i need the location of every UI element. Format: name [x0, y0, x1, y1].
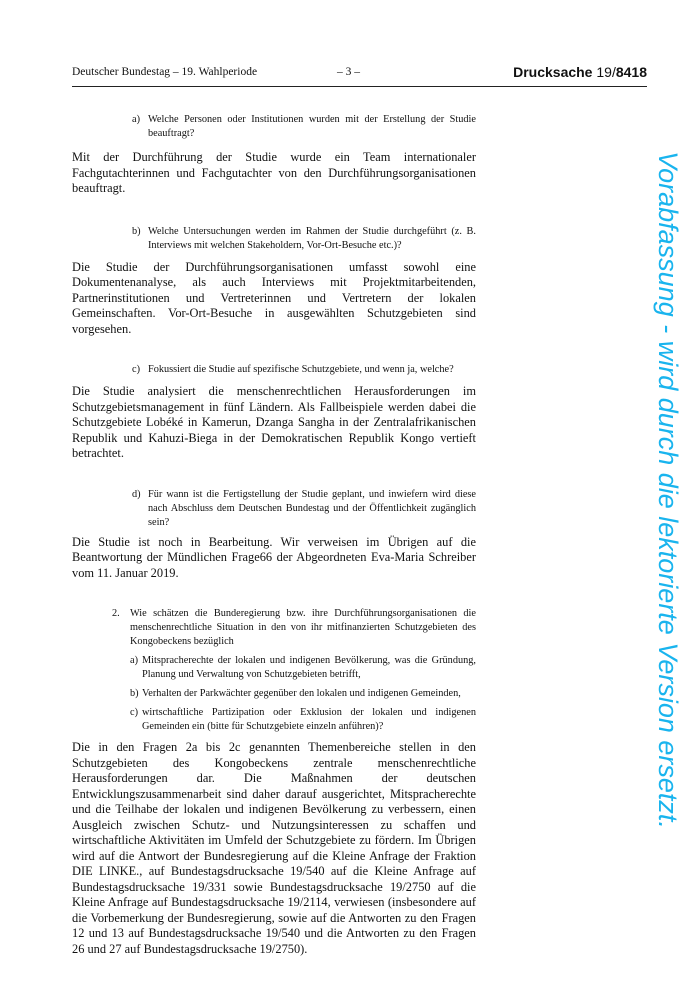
question-label: b)	[130, 688, 139, 699]
question-text: Für wann ist die Fertigstellung der Studie geplant, und inwiefern wird diese nach Abschluss dem Deutschen Bundestag und der Öffentlichkeit zugänglich sein?	[148, 488, 476, 528]
question-text: Verhalten der Parkwächter gegenüber den lokalen und indigenen Gemeinden,	[142, 688, 461, 699]
question-1b	[132, 225, 476, 253]
question-label: b)	[132, 225, 141, 237]
question-2b	[130, 687, 476, 701]
document-period: 19/	[596, 64, 616, 80]
question-label: a)	[132, 114, 140, 125]
answer-1d: Die Studie ist noch in Bearbeitung. Wir verweisen im Übrigen auf die Beantwortung der Mündlichen Frage66 der Abgeordneten Eva-Maria Schreiber vom 11. Januar 2019.	[72, 534, 476, 580]
question-1c	[132, 363, 476, 377]
answer-1c: Die Studie analysiert die menschenrechtlichen Herausforderungen im Schutzgebietsmanagement in fünf Ländern. Als Fallbeispiele werden dabei die Schutzgebiete Lobéké in Kamerun, Dzanga Sangha in der Zentralafrikanischen Republik und Kahuzi-Biega in der Demokratischen Republik Kongo vertieft betrachtet.	[72, 384, 476, 460]
question-2c	[130, 706, 476, 734]
document-number	[513, 64, 647, 80]
question-text: Welche Personen oder Institutionen wurden mit der Erstellung der Studie beauftragt?	[148, 114, 476, 139]
question-text: Fokussiert die Studie auf spezifische Schutzgebiete, und wenn ja, welche?	[148, 364, 454, 375]
question-label: 2.	[112, 608, 120, 619]
question-label: c)	[132, 364, 140, 375]
page-number: – 3 –	[337, 66, 360, 78]
question-label: d)	[132, 488, 141, 500]
header-parliament: Deutscher Bundestag – 19. Wahlperiode	[72, 66, 258, 78]
answer-1a: Mit der Durchführung der Studie wurde ein Team internationaler Fachgutachterinnen und Fachgutachter von den Durchführungsorganisationen beauftragt.	[72, 150, 476, 195]
question-2	[112, 607, 476, 649]
question-text: wirtschaftliche Partizipation oder Exklusion der lokalen und indigenen Gemeinden ein (bitte für Schutzgebiete einzeln anführen)?	[142, 707, 476, 732]
answer-1b: Die Studie der Durchführungsorganisationen umfasst sowohl eine Dokumentenanalyse, als auch Interviews mit Projektmitarbeitenden, Partnerinstitutionen und Vertreterinnen und Vertretern der lokalen Gemeinschaften. Vor-Ort-Besuche in ausgewählten Schutzgebieten sind vorgesehen.	[72, 259, 476, 336]
draft-watermark: Vorabfassung - wird durch die lektorierte Version ersetzt.	[653, 151, 683, 829]
document-label: Drucksache	[513, 64, 593, 80]
question-1a	[132, 113, 476, 141]
question-text: Welche Untersuchungen werden im Rahmen der Studie durchgeführt (z. B. Interviews mit welchen Stakeholdern, Vor-Ort-Besuche etc.)?	[148, 225, 476, 251]
question-text: Wie schätzen die Bunderegierung bzw. ihre Durchführungsorganisationen die menschenrechtliche Situation in den von ihr mitfinanzierten Schutzgebieten des Kongobeckens bezüglich	[130, 608, 476, 647]
answer-2: Die in den Fragen 2a bis 2c genannten Themenbereiche stellen in den Schutzgebieten des Kongobeckens zentrale menschenrechtliche Herausforderungen dar. Die Maßnahmen der deutschen Entwicklungszusammenarbeit sind daher darauf ausgerichtet, Mitspracherechte und die Teilhabe der lokalen und indigenen Bevölkerung zu verbessern, einen Ausgleich zwischen Schutz- und Nutzungsinteressen zu schaffen und wirtschaftliche Aktivitäten im Umfeld der Schutzgebiete zu fördern. Im Übrigen wird auf die Antwort der Bundesregierung auf die Kleine Anfrage der Fraktion DIE LINKE., auf Bundestagsdrucksache 19/540 auf die Kleine Anfrage auf Bundestagsdrucksache 19/331 sowie Bundestagsdrucksache 19/2750 auf die Kleine Anfrage auf Bundestagsdrucksache 19/2114, verwiesen (insbesondere auf die Vorbemerkung der Bundesregierung, sowie auf die Antworten zu den Fragen 12 und 13 auf Bundestagsdrucksache 19/540 und die Antworten zu den Fragen 26 und 27 auf Bundestagsdrucksache 19/2750).	[72, 740, 476, 956]
question-1d	[132, 488, 476, 530]
question-2a	[130, 654, 476, 682]
document-id: 8418	[615, 64, 647, 80]
question-text: Mitspracherechte der lokalen und indigenen Bevölkerung, was die Gründung, Planung und Verwaltung von Schutzgebieten betrifft,	[142, 655, 476, 680]
document-body	[72, 113, 476, 957]
question-label: c)	[130, 707, 138, 718]
page-header	[72, 66, 647, 84]
header-rule	[72, 86, 647, 87]
question-label: a)	[130, 655, 138, 666]
